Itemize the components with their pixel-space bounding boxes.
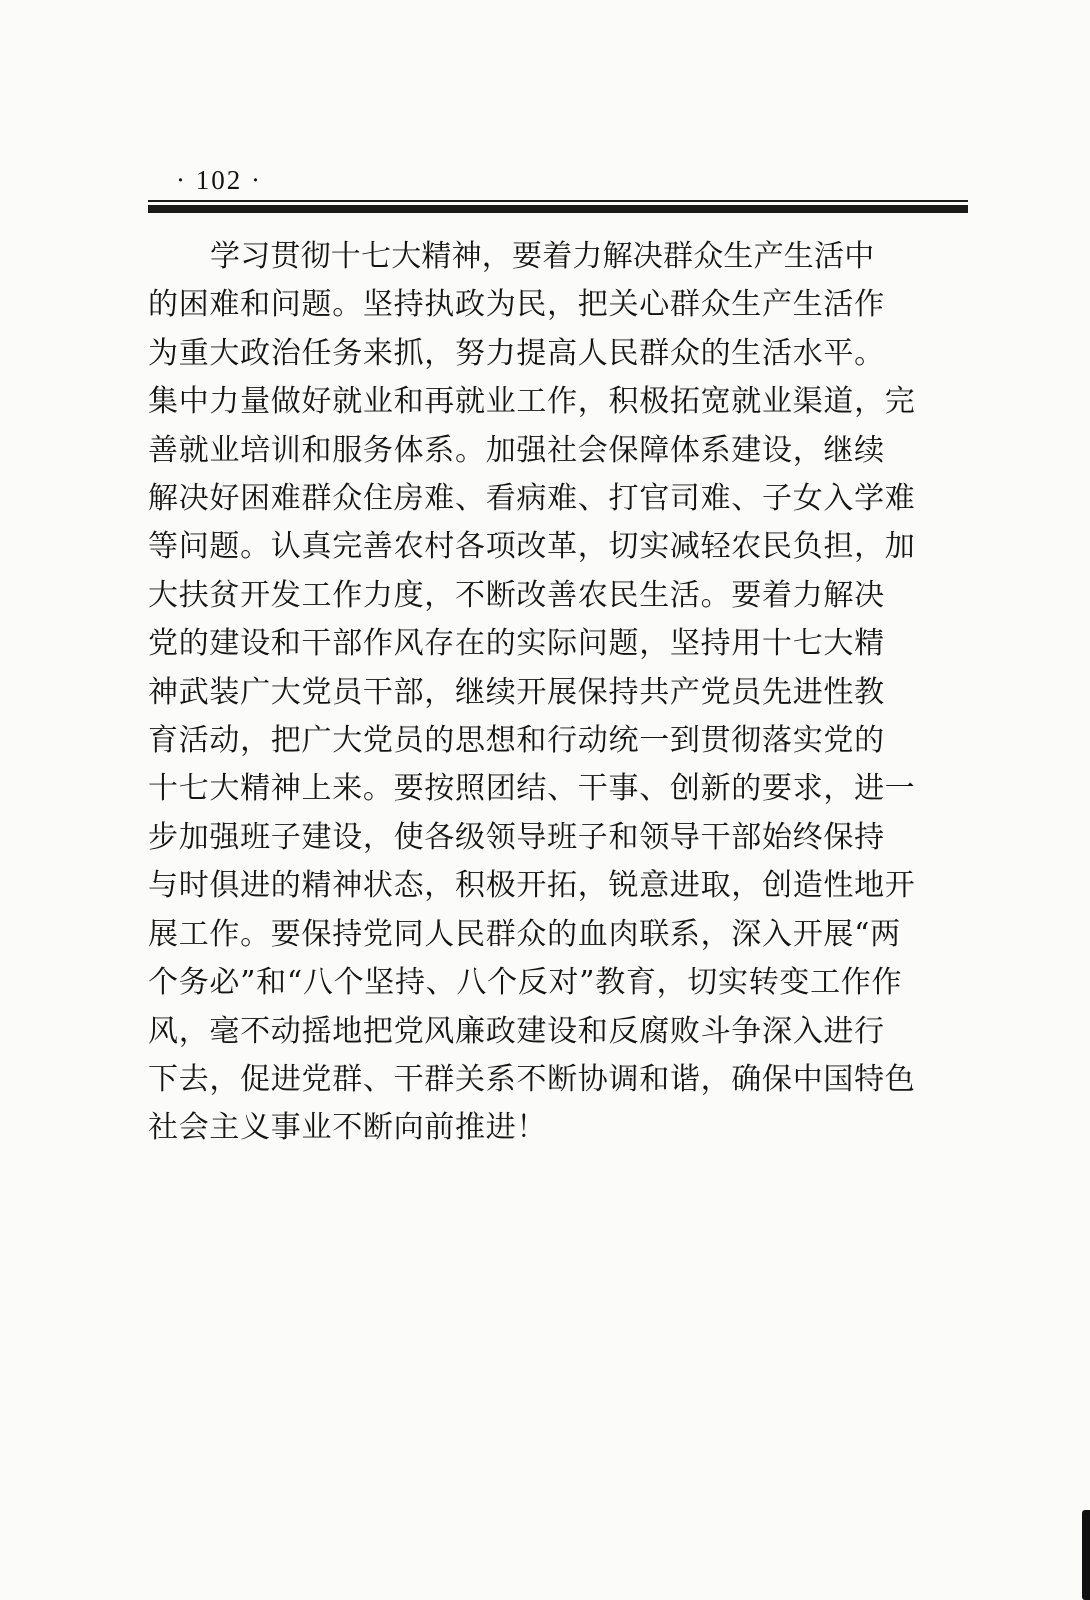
text-line: 集中力量做好就业和再就业工作，积极拓宽就业渠道，完 [148,384,916,420]
body-paragraph [148,233,968,1153]
text-line: 育活动，把广大党员的思想和行动统一到贯彻落实党的 [148,723,885,759]
text-line: 风，毫不动摇地把党风廉政建设和反腐败斗争深入进行 [148,1013,885,1049]
text-line: 个务必”和“八个坚持、八个反对”教育，切实转变工作作 [148,965,903,1001]
text-line: 与时俱进的精神状态，积极开拓，锐意进取，创造性地开 [148,868,916,904]
text-line: 党的建设和干部作风存在的实际问题，坚持用十七大精 [148,626,885,662]
text-line: 下去，促进党群、干群关系不断协调和谐，确保中国特色 [148,1061,916,1097]
text-line: 神武装广大党员干部，继续开展保持共产党员先进性教 [148,674,885,710]
text-line: 十七大精神上来。要按照团结、干事、创新的要求，进一 [148,771,916,807]
header-rule-thick [148,205,968,213]
text-line: 学习贯彻十七大精神，要着力解决群众生产生活中 [210,239,875,274]
text-line: 大扶贫开发工作力度，不断改善农民生活。要着力解决 [148,577,885,613]
text-line: 等问题。认真完善农村各项改革，切实减轻农民负担，加 [148,529,916,565]
text-line: 的困难和问题。坚持执政为民，把关心群众生产生活作 [148,287,885,323]
text-line: 社会主义事业不断向前推进！ [148,1110,548,1146]
text-line: 步加强班子建设，使各级领导班子和领导干部始终保持 [148,819,885,855]
header-rule-thin [148,200,968,202]
text-line: 解决好困难群众住房难、看病难、打官司难、子女入学难 [148,481,916,517]
text-line: 展工作。要保持党同人民群众的血肉联系，深入开展“两 [148,916,901,952]
text-line: 为重大政治任务来抓，努力提高人民群众的生活水平。 [148,335,885,371]
text-line: 善就业培训和服务体系。加强社会保障体系建设，继续 [148,432,885,468]
page-number: · 102 · [176,165,262,195]
page-header [148,162,968,213]
scan-edge-mark [1082,1510,1090,1600]
